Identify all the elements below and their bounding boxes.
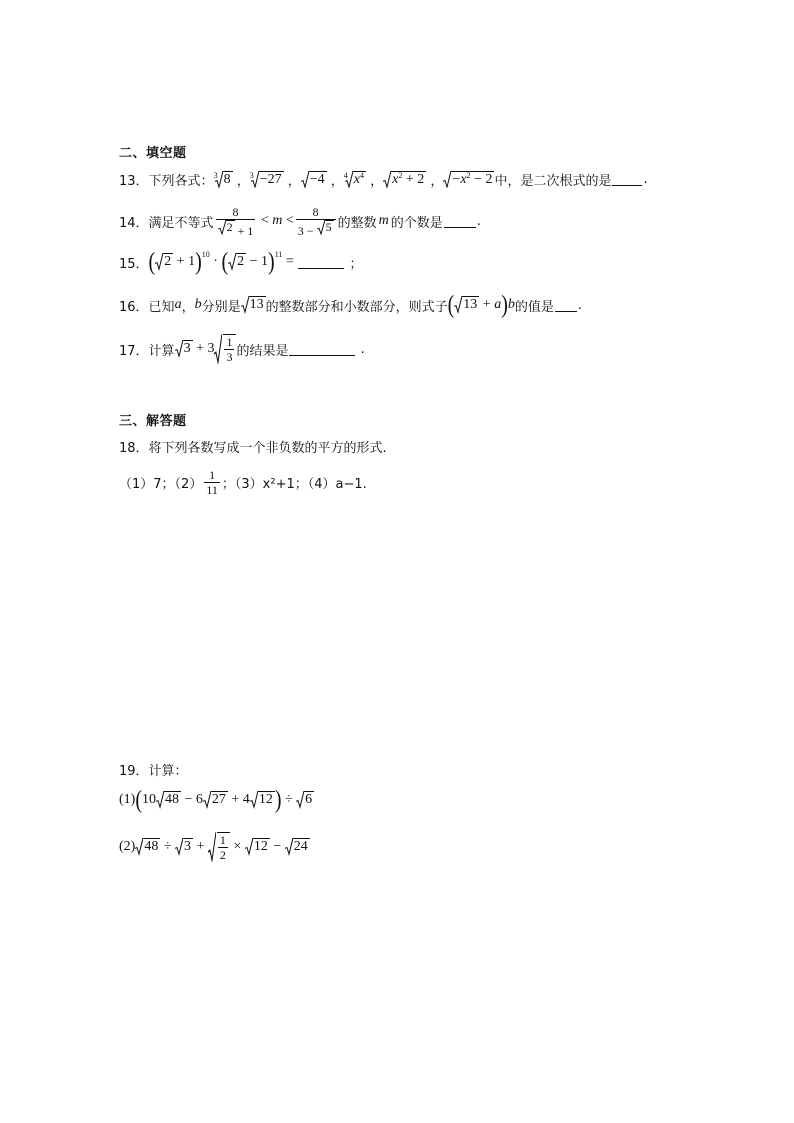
- q18-parts-prefix: （1）7；（2）: [119, 477, 203, 492]
- question-19-part1: [119, 786, 314, 814]
- q16-sep: ，: [181, 299, 195, 315]
- q18-fraction: $\frac{1}{11}$: [206, 468, 218, 497]
- q13-suffix: 中，是二次根式的是: [494, 174, 612, 189]
- q19-part2-label: (2): [119, 839, 136, 854]
- q16-sqrt13: 13: [241, 296, 266, 313]
- question-19: [119, 760, 188, 779]
- q14-number: 14．: [119, 215, 149, 231]
- question-17: 17． 计算 3 + 3 $\frac{1}{3}$ 的结果是 .: [119, 335, 365, 364]
- q14-answer-blank[interactable]: [444, 215, 476, 228]
- q19-part2-expression: 48 ÷ 3 + $\frac{1}{2}$ × 12 − 24: [135, 832, 309, 862]
- q16-prefix: 已知: [148, 299, 175, 315]
- q13-expressions: 3 8 ， 3 −27 ， −4 ， 4 $x^4$ ， $x^2 + 2$ ， $-x^2 - 2$: [213, 170, 493, 189]
- q16-number: 16．: [119, 299, 149, 315]
- q14-middle: 的整数: [337, 215, 377, 231]
- question-18-parts: [119, 468, 367, 497]
- q19-part1-expression: ( 10 48 − 6 27 + 4 12 ) ÷ 6: [135, 786, 313, 814]
- q19-part1-label: (1): [119, 792, 136, 807]
- q14-var: m: [378, 213, 389, 229]
- q16-b: b: [194, 297, 202, 312]
- q17-answer-blank[interactable]: [289, 343, 355, 356]
- q16-text1: 分别是: [201, 299, 241, 315]
- question-19-part2: [119, 832, 310, 862]
- q13-answer-blank[interactable]: [612, 173, 642, 186]
- q16-a: a: [174, 297, 182, 312]
- q15-number: 15．: [119, 256, 149, 272]
- question-16: 16． 已知 a ， b 分别是 13 的整数部分和小数部分，则式子 ( 13 + a ) b 的值是 .: [119, 291, 583, 319]
- section-heading-answer: 三、解答题: [119, 414, 187, 429]
- q17-prefix: 计算: [148, 343, 175, 359]
- q17-number: 17．: [119, 343, 149, 359]
- q16-text2: 的整数部分和小数部分，则式子: [265, 299, 448, 315]
- question-15: 15． ( 2 + 1 ) 10 · ( 2 − 1 ) 11 = ；: [119, 248, 363, 276]
- q19-number: 19．: [119, 764, 149, 779]
- section-heading-fill-blank: 二、填空题: [119, 146, 187, 161]
- q19-text: 计算：: [148, 764, 188, 779]
- q15-expression: ( 2 + 1 ) 10 · ( 2 − 1 ) 11 =: [148, 248, 298, 276]
- q14-inequality: 8 2 + 1 < m < 8 3 − 5: [214, 205, 338, 238]
- q15-answer-blank[interactable]: [298, 256, 344, 269]
- question-14: 14． 满足不等式 8 2 + 1 < m < 8 3 − 5 的整数 m 的个数是 .: [119, 205, 481, 238]
- q18-parts-suffix: ；（3）x²+1；（4）a−1.: [221, 477, 367, 492]
- question-13: 13． 下列各式： 3 8 ， 3 −27 ， −4 ， 4 $x^4$ ， $x^2 + 2$ ， $-x^2 - 2$ 中，是二次根式的是 .: [119, 170, 648, 189]
- q13-prefix: 下列各式：: [148, 174, 214, 189]
- q18-text: 将下列各数写成一个非负数的平方的形式.: [148, 441, 387, 456]
- q16-answer-blank[interactable]: [555, 299, 577, 312]
- q14-suffix: 的个数是: [390, 215, 443, 231]
- q18-number: 18．: [119, 441, 149, 456]
- q17-expression: 3 + 3 $\frac{1}{3}$: [175, 334, 237, 364]
- q13-number: 13．: [119, 174, 149, 189]
- q17-suffix: 的结果是: [236, 343, 289, 359]
- q16-expression: ( 13 + a ) b: [447, 291, 515, 319]
- q16-text3: 的值是: [514, 299, 554, 315]
- q14-prefix: 满足不等式: [148, 215, 214, 231]
- question-18: [119, 437, 387, 456]
